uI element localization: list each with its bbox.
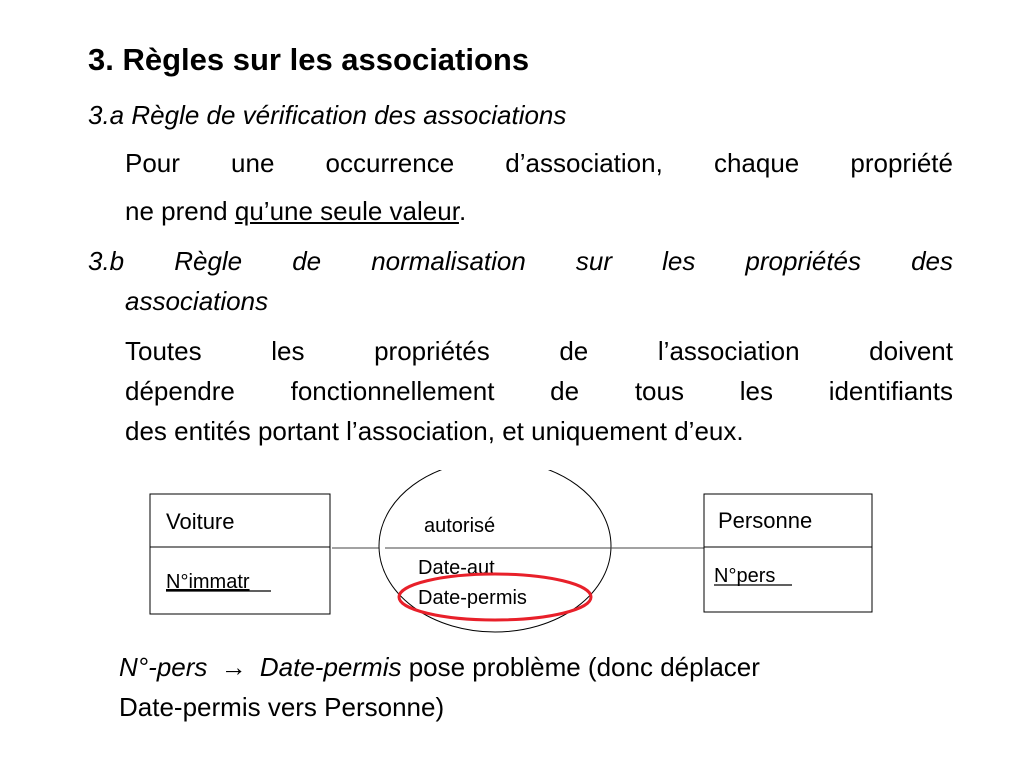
rule-b-text-line2: dépendre fonctionnellement de tous les identifiants (125, 376, 953, 406)
rule-a-prefix: ne prend (125, 196, 235, 226)
rule-a-suffix: . (458, 196, 467, 226)
association-name: autorisé (424, 515, 496, 537)
association-property-date-aut: Date-aut (418, 557, 495, 579)
rule-a-underlined: qu’une seule valeur (234, 196, 459, 226)
rule-a-heading: 3.a Règle de vérification des associations (88, 100, 567, 130)
conclusion-line1 (119, 648, 760, 686)
rule-b-text-line1: Toutes les propriétés de l’association doivent (125, 336, 953, 366)
association-property-date-permis: Date-permis (418, 587, 527, 609)
rule-a-text-line1: Pour une occurrence d’association, chaque propriété (125, 148, 953, 178)
conclusion-target: Date-permis (259, 652, 402, 682)
entity-voiture-identifier: N°immatr (166, 571, 250, 593)
entity-voiture-name: Voiture (166, 509, 235, 534)
conclusion-line2: Date-permis vers Personne) (119, 692, 445, 722)
rule-a-text-line2 (125, 192, 953, 230)
arrow-icon: → (220, 652, 247, 682)
rule-b-heading-line2: associations (125, 286, 269, 316)
entity-personne-identifier: N°pers (714, 565, 776, 587)
conclusion-source: N°-pers (119, 652, 208, 682)
page-title: 3. Règles sur les associations (88, 42, 530, 77)
rule-b-text-line3: des entités portant l’association, et uniquement d’eux. (125, 416, 744, 446)
rule-b-heading-line1: 3.b Règle de normalisation sur les propriétés des (88, 246, 953, 276)
mcd-diagram (0, 470, 1024, 650)
entity-personne-name: Personne (718, 508, 813, 533)
conclusion-rest: pose problème (donc déplacer (401, 652, 760, 682)
